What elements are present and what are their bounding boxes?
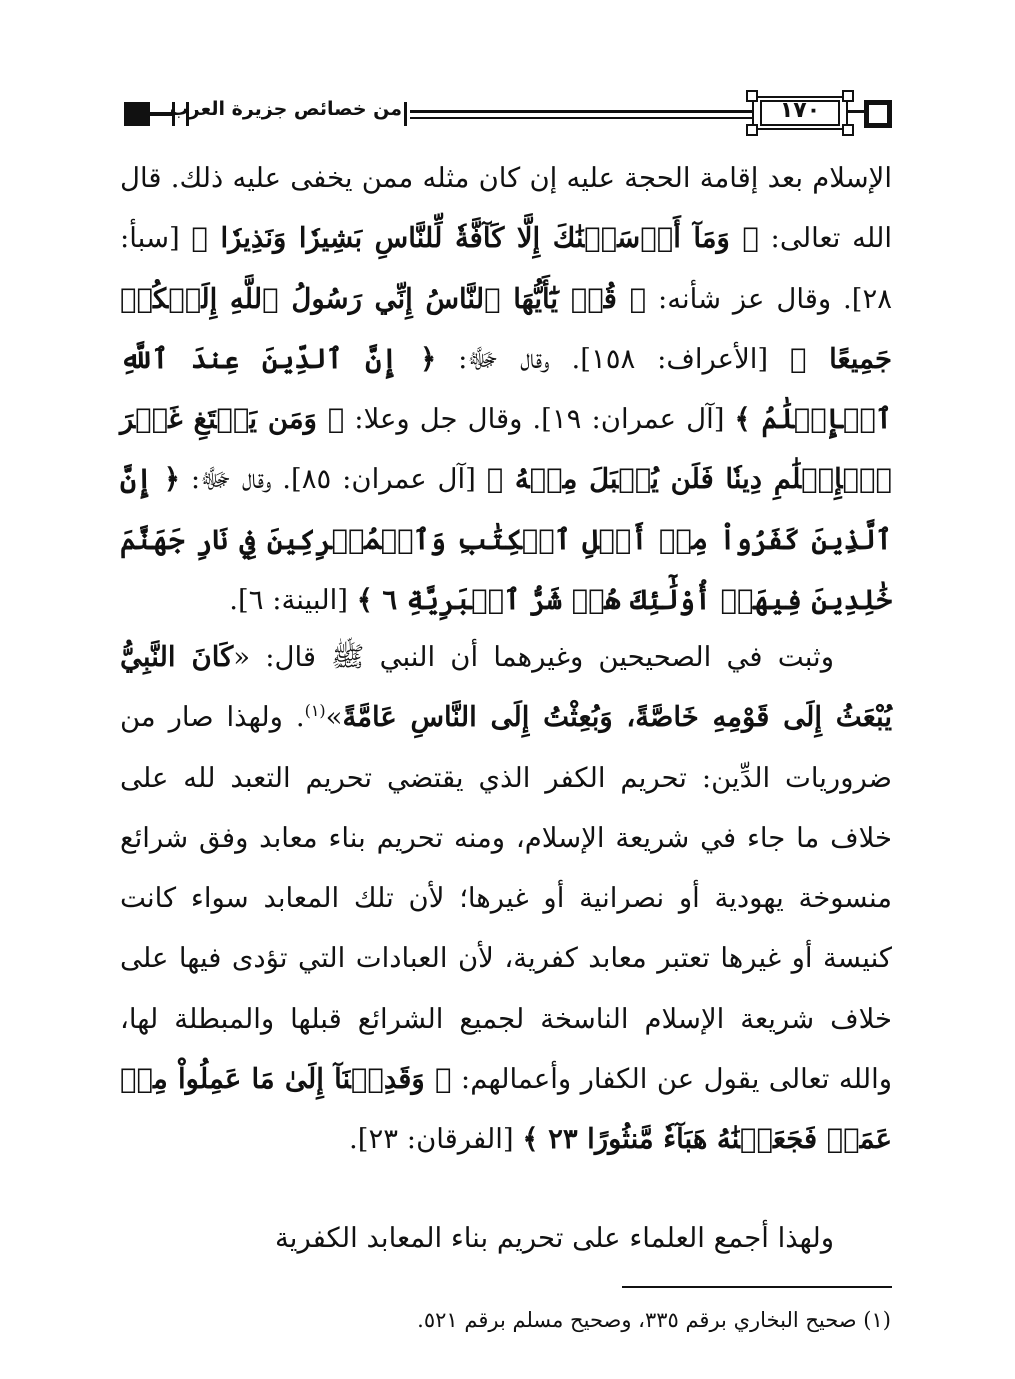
header-rule-bottom: [410, 117, 752, 119]
frame-ornament-icon: [842, 124, 854, 136]
header-end-square: [864, 100, 892, 128]
quran-verse: ﴿ إِنَّ ٱلدِّينَ عِندَ ٱللَّهِ ٱلۡإِسۡلَٰمُ ﴾: [120, 342, 893, 436]
quran-verse: ﴿ وَقَدِمۡنَآ إِلَىٰ مَا عَمِلُواْ مِنۡ عَمَلٖ فَجَعَلۡنَٰهُ هَبَآءٗ مَّنثُورًا ٢٣ ﴾: [120, 1063, 892, 1156]
footnote-reference[interactable]: (١): [304, 701, 326, 721]
running-title: من خصائص جزيرة العرب: [169, 98, 402, 120]
quran-verse: ﴿ قُلۡ يَٰٓأَيُّهَا ٱلنَّاسُ إِنِّي رَسُولُ ٱللَّهِ إِلَيۡكُمۡ جَمِيعًا ﴾: [120, 282, 893, 375]
quran-verse: ﴿ وَمَن يَبۡتَغِ غَيۡرَ ٱلۡإِسۡلَٰمِ دِينٗا فَلَن يُقۡبَلَ مِنۡهُ ﴾: [120, 403, 892, 496]
page-header: [124, 92, 892, 136]
hadith-text: كَانَ النَّبِيُّ يُبْعَثُ إِلَى قَوْمِهِ خَاصَّةً، وَبُعِثْتُ إِلَى النَّاسِ عَامَّةً: [120, 641, 892, 734]
page-number-frame: [752, 96, 848, 130]
quran-verse: ﴿ إِنَّ ٱلَّذِينَ كَفَرُواْ مِنۡ أَهۡلِ ٱلۡكِتَٰبِ وَٱلۡمُشۡرِكِينَ فِي نَارِ جَهَنَّمَ خَٰلِدِينَ فِيهَآۚ أُوْلَٰٓئِكَ هُمۡ شَرُّ ٱلۡبَرِيَّةِ ٦ ﴾: [120, 463, 892, 617]
footnote: (١) صحيح البخاري برقم ٣٣٥، وصحيح مسلم برقم ٥٢١.: [417, 1308, 891, 1332]
page-number: ١٧٠: [779, 98, 821, 123]
header-title-bar-right: [404, 102, 407, 126]
footnote-separator: [622, 1286, 892, 1288]
header-left-block: [124, 102, 150, 126]
paragraph-2: وثبت في الصحيحين وغيرهما أن النبي ﷺ قال: «كَانَ النَّبِيُّ يُبْعَثُ إِلَى قَوْمِهِ خَاصَّةً، وَبُعِثْتُ إِلَى النَّاسِ عَامَّةً»$^{(١)}$. ولهذا صار من ضروريات الدِّين: تحريم الكفر الذي يقتضي تحريم التعبد لله على خلاف ما جاء في شريعة الإسلام، ومنه تحريم بناء معابد وفق شرائع منسوخة يهودية أو نصرانية أو غيرها؛ لأن تلك المعابد سواء كانت كنيسة أو غيرها تعتبر معابد كفرية، لأن العبادات التي تؤدى فيها على خلاف شريعة الإسلام الناسخة لجميع الشرائع قبلها والمبطلة لها، والله تعالى يقول عن الكفار وأعمالهم: ﴿ وَقَدِمۡنَآ إِلَىٰ مَا عَمِلُواْ مِنۡ عَمَلٖ فَجَعَلۡنَٰهُ هَبَآءٗ مَّنثُورًا ٢٣ ﴾ [الفرقان: ٢٣].: [120, 641, 892, 1156]
paragraph-3: ولهذا أجمع العلماء على تحريم بناء المعابد الكفرية: [275, 1222, 834, 1254]
quran-verse: ﴿ وَمَآ أَرۡسَلۡنَٰكَ إِلَّا كَآفَّةٗ لِّلنَّاسِ بَشِيرٗا وَنَذِيرٗا ﴾: [191, 222, 759, 255]
frame-ornament-icon: [746, 124, 758, 136]
paragraph-1: الإسلام بعد إقامة الحجة عليه إن كان مثله ممن يخفى عليه ذلك. قال الله تعالى: ﴿ وَمَآ أَرۡسَلۡنَٰكَ إِلَّا كَآفَّةٗ لِّلنَّاسِ بَشِيرٗا وَنَذِيرٗا ﴾ [سبأ: ٢٨]. وقال عز شأنه: ﴿ قُلۡ يَٰٓأَيُّهَا ٱلنَّاسُ إِنِّي رَسُولُ ٱللَّهِ إِلَيۡكُمۡ جَمِيعًا ﴾ [الأعراف: ١٥٨]. وقال ﷻ: ﴿ إِنَّ ٱلدِّينَ عِندَ ٱللَّهِ ٱلۡإِسۡلَٰمُ ﴾ [آل عمران: ١٩]. وقال جل وعلا: ﴿ وَمَن يَبۡتَغِ غَيۡرَ ٱلۡإِسۡلَٰمِ دِينٗا فَلَن يُقۡبَلَ مِنۡهُ ﴾ [آل عمران: ٨٥]. وقال ﷻ: ﴿ إِنَّ ٱلَّذِينَ كَفَرُواْ مِنۡ أَهۡلِ ٱلۡكِتَٰبِ وَٱلۡمُشۡرِكِينَ فِي نَارِ جَهَنَّمَ خَٰلِدِينَ فِيهَآۚ أُوْلَٰٓئِكَ هُمۡ شَرُّ ٱلۡبَرِيَّةِ ٦ ﴾ [البينة: ٦].: [120, 162, 893, 617]
header-rule-top: [410, 110, 752, 113]
header-left-rule: [150, 112, 172, 116]
